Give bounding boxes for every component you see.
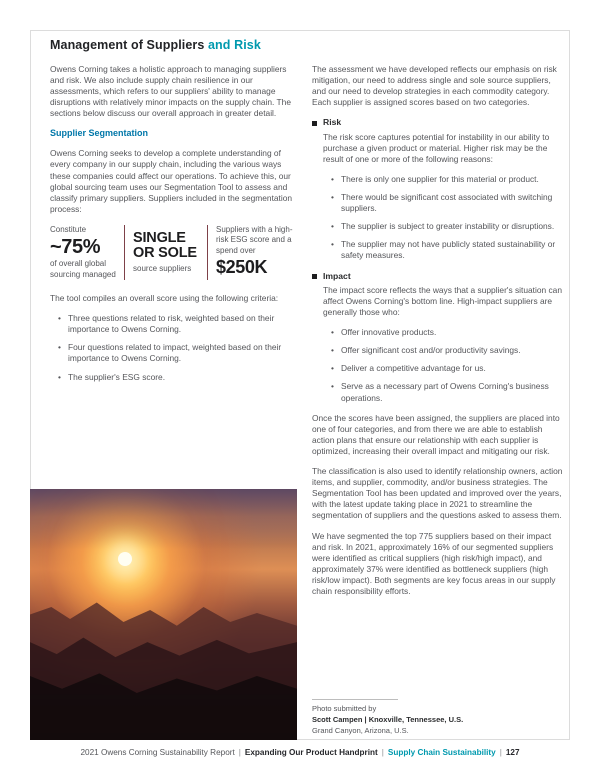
impact-bullet-4: • Serve as a necessary part of Owens Corning's business operations. <box>331 381 566 403</box>
photo-credit-name: Scott Campen | Knoxville, Tennessee, U.S. <box>312 714 464 724</box>
photo-credit-rule <box>312 699 398 700</box>
photo-credit-location: Grand Canyon, Arizona, U.S. <box>312 725 409 735</box>
risk-bullet-list <box>323 174 566 262</box>
criteria-bullet-esg: • The supplier's ESG score. <box>58 372 296 383</box>
stat-value-or-sole: OR SOLE <box>133 245 197 262</box>
stat-label-esg-score: Suppliers with a high-risk ESG score and a spend over <box>216 224 293 255</box>
left-column <box>50 64 296 392</box>
risk-bullet-3: • The supplier is subject to greater instability or disruptions. <box>331 221 566 232</box>
photo-credit-intro: Photo submitted by <box>312 704 377 713</box>
impact-section-label: Impact <box>323 270 351 281</box>
footer-separator: | <box>238 748 241 757</box>
classification-paragraph: The classification is also used to identify relationship owners, action items, and supplier, commodity, and/or business strategies. The Segmentation Tool has been updated and improved over the years, with the latest update taking place in 2021 to streamline the segmentation of suppliers and the questions asked to assess them. <box>312 466 563 521</box>
criteria-bullet-list <box>50 313 296 382</box>
photo-credit <box>312 699 566 737</box>
stat-value-250k: $250K <box>216 257 268 278</box>
page-title-main: Management of Suppliers <box>50 38 208 52</box>
supplier-segmentation-heading: Supplier Segmentation <box>50 128 149 139</box>
stat-esg-spend <box>208 225 296 280</box>
impact-bullet-2: • Offer significant cost and/or productivity savings. <box>331 345 566 356</box>
right-column <box>312 64 566 606</box>
risk-section-label: Risk <box>323 117 342 128</box>
stat-single-sole <box>125 225 207 280</box>
segmented-suppliers-paragraph: We have segmented the top 775 suppliers based on their impact and risk. In 2021, approximately 16% of our segmented suppliers were identified as critical suppliers (high risk/high impact), and approximately 37% were identified as bottleneck suppliers (high risk/low impact). Both segments are key focus areas in our supply chain responsibility efforts. <box>312 530 556 596</box>
impact-body-paragraph: The impact score reflects the ways that a supplier's situation can affect Owens Corning's bottom line. High-impact suppliers are generally those who: <box>323 284 563 318</box>
page-title-accent: and Risk <box>207 38 261 52</box>
footer-separator: | <box>499 748 502 757</box>
intro-paragraph: Owens Corning takes a holistic approach to managing suppliers and risk. We also include supply chain resilience in our assessments, which refers to our suppliers' ability to manage disruptions with relatively minor impacts on the supply chain. The sections below discuss our overall approach in greater detail. <box>50 64 291 119</box>
stat-label-constitute: Constitute <box>50 224 87 234</box>
segmentation-stats <box>50 225 296 280</box>
impact-bullet-list <box>323 327 566 403</box>
stat-value-75-percent: ~75% <box>50 236 101 259</box>
stat-value-single: SINGLE <box>133 229 186 246</box>
footer-section: Expanding Our Product Handprint <box>244 748 378 757</box>
impact-bullet-1: • Offer innovative products. <box>331 327 566 338</box>
footer-report-title: 2021 Owens Corning Sustainability Report <box>80 748 235 757</box>
page-title <box>50 38 261 52</box>
risk-section-header <box>312 117 566 128</box>
scores-paragraph: Once the scores have been assigned, the suppliers are placed into one of four categories, and from there we are able to establish action plans that ensure our relationship with each supplier is optimized, increasing their overall impact and mitigating our risk. <box>312 412 560 456</box>
sun-glow <box>118 552 132 566</box>
footer-subsection: Supply Chain Sustainability <box>387 748 496 757</box>
footer-separator: | <box>381 748 384 757</box>
square-bullet-icon <box>312 274 317 279</box>
risk-bullet-4: • The supplier may not have publicly stated sustainability or safety measures. <box>331 239 566 261</box>
criteria-bullet-risk: • Three questions related to risk, weighted based on their importance to Owens Corning. <box>58 313 296 335</box>
square-bullet-icon <box>312 121 317 126</box>
risk-bullet-2: • There would be significant cost associated with switching suppliers. <box>331 192 566 214</box>
grand-canyon-photo <box>30 489 297 740</box>
page-footer <box>0 748 600 757</box>
risk-body-paragraph: The risk score captures potential for instability in our ability to purchase a given product or material. Higher risk may be the result of one or more of the following reasons: <box>323 131 550 164</box>
segmentation-intro-paragraph: Owens Corning seeks to develop a complete understanding of every company in our supply chain, including the various ways these companies could affect our operations. To achieve this, our global sourcing team uses our Segmentation Tool to assess and classify primary suppliers. Suppliers included in the segmentation process: <box>50 148 293 214</box>
impact-section-header <box>312 271 566 282</box>
stat-label-source-suppliers: source suppliers <box>133 263 192 273</box>
impact-section <box>312 271 566 404</box>
risk-bullet-1: • There is only one supplier for this material or product. <box>331 174 566 185</box>
stat-label-global-sourcing: of overall global sourcing managed <box>50 259 116 279</box>
risk-section <box>312 117 566 261</box>
criteria-intro-paragraph: The tool compiles an overall score using the following criteria: <box>50 293 279 304</box>
stat-global-sourcing <box>50 225 124 280</box>
assessment-intro-paragraph: The assessment we have developed reflects our emphasis on risk mitigation, our need to address single and sole source suppliers, and our need to develop strategies in each commodity category. Each supplier is assigned scores based on two categories. <box>312 64 557 108</box>
footer-page-number: 127 <box>505 748 520 757</box>
criteria-bullet-impact: • Four questions related to impact, weighted based on their importance to Owens Corning. <box>58 342 296 364</box>
impact-bullet-3: • Deliver a competitive advantage for us. <box>331 363 566 374</box>
